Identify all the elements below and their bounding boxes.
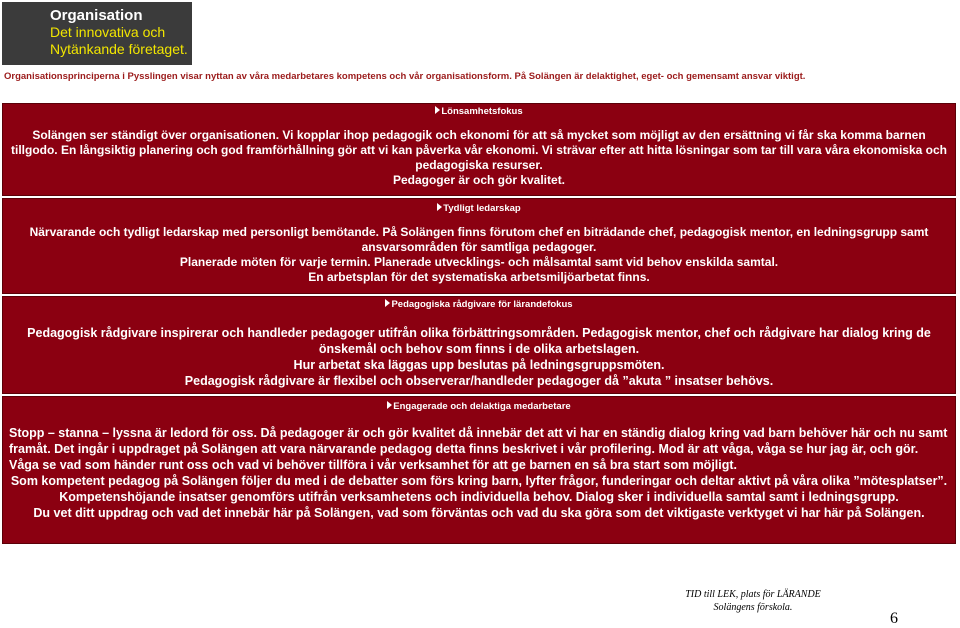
footer-line-2: Solängens förskola. — [713, 602, 793, 613]
section-paragraph: Pedagogisk rådgivare inspirerar och handleder pedagoger utifrån olika förbättringsområden. Pedagogisk mentor, chef och rådgivare har dialog kring de önskemål och behov som finns i de olika arbetslagen. — [27, 326, 931, 356]
section-pedagogiska-radgivare — [2, 296, 956, 394]
section-body-lonsamhetsfokus — [3, 128, 955, 188]
triangle-bullet-icon — [385, 299, 390, 307]
title-box — [2, 2, 192, 65]
section-paragraph: Du vet ditt uppdrag och vad det innebär här på Solängen, vad som förväntas och vad du ska göra som det viktigaste verktyget vi har här på Solängen. — [33, 506, 925, 520]
page-subtitle-line1: Det innovativa och — [50, 24, 166, 40]
section-body-pedagogiska-radgivare — [3, 325, 955, 389]
footer-note — [668, 588, 838, 614]
section-paragraph: Solängen ser ständigt över organisationen. Vi kopplar ihop pedagogik och ekonomi för att så mycket som möjligt av den ersättning vi får ska komma barnen tillgodo. En långsiktig planering och god framförhållning gör att vi kan påverka vår ekonomi. Vi strävar efter att hitta lösningar som tar till vara våra ekonomiska och pedagogiska resurser. — [10, 128, 947, 172]
section-title-lonsamhetsfokus: Lönsamhetsfokus — [3, 106, 955, 118]
page-title: Organisation — [50, 7, 143, 24]
section-title-tydligt-ledarskap: Tydligt ledarskap — [3, 203, 955, 215]
triangle-bullet-icon — [387, 401, 392, 409]
intro-line-1: Organisationsprinciperna i Pysslingen visar nyttan av våra medarbetares kompetens och vår organisationsform. På Solängen är delaktighet, eget- och gemensamt ansvar viktigt. — [4, 71, 806, 82]
section-body-tydligt-ledarskap — [3, 225, 955, 285]
section-paragraph: En arbetsplan för det systematiska arbetsmiljöarbetat finns. — [308, 270, 650, 284]
section-paragraph: Pedagogisk rådgivare är flexibel och observerar/handleder pedagoger då ”akuta ” insatser behövs. — [184, 374, 774, 388]
page-number: 6 — [890, 610, 898, 627]
triangle-bullet-icon — [435, 106, 440, 114]
section-title-engagerade-medarbetare: Engagerade och delaktiga medarbetare — [3, 401, 955, 413]
section-paragraph: Stopp – stanna – lyssna är ledord för oss. Då pedagoger är och gör kvalitet då innebär det att vi har en ständig dialog kring vad barn behöver här och nu samt framåt. Det ingår i uppdraget på Solängen att vara närvarande pedagog detta finns beskrivet i vår profilering. Mod är att våga, våga se hur jag är, och gör. Våga se vad som händer runt oss och vad vi behöver tillföra i vår verksamhet för att ge barnen en så bra start som möjligt. — [9, 426, 948, 472]
section-lonsamhetsfokus — [2, 103, 956, 196]
section-paragraph: Pedagoger är och gör kvalitet. — [392, 173, 566, 187]
footer-line-1: TID till LEK, plats för LÄRANDE — [685, 589, 821, 600]
section-title-pedagogiska-radgivare: Pedagogiska rådgivare för lärandefokus — [3, 299, 955, 311]
section-paragraph: Planerade möten för varje termin. Planerade utvecklings- och målsamtal samt vid behov enskilda samtal. — [179, 255, 779, 269]
page-subtitle-line2: Nytänkande företaget. — [50, 41, 188, 57]
intro-text — [4, 70, 956, 83]
section-paragraph: Kompetenshöjande insatser genomförs utifrån verksamhetens och individuella behov. Dialog sker i individuella samtal samt i ledningsgrupp. — [59, 490, 899, 504]
section-engagerade-medarbetare — [2, 396, 956, 544]
section-paragraph: Hur arbetat ska läggas upp beslutas på ledningsgruppsmöten. — [293, 358, 665, 372]
section-paragraph: Närvarande och tydligt ledarskap med personligt bemötande. På Solängen finns förutom chef en biträdande chef, pedagogisk mentor, en ledningsgrupp samt ansvarsområden för samtliga pedagoger. — [29, 225, 929, 254]
section-body-engagerade-medarbetare — [3, 425, 955, 521]
section-tydligt-ledarskap — [2, 198, 956, 294]
section-paragraph: Som kompetent pedagog på Solängen följer du med i de debatter som förs kring barn, lyfter frågor, funderingar och deltar aktivt på våra olika ”mötesplatser”. — [10, 474, 948, 488]
triangle-bullet-icon — [437, 203, 442, 211]
